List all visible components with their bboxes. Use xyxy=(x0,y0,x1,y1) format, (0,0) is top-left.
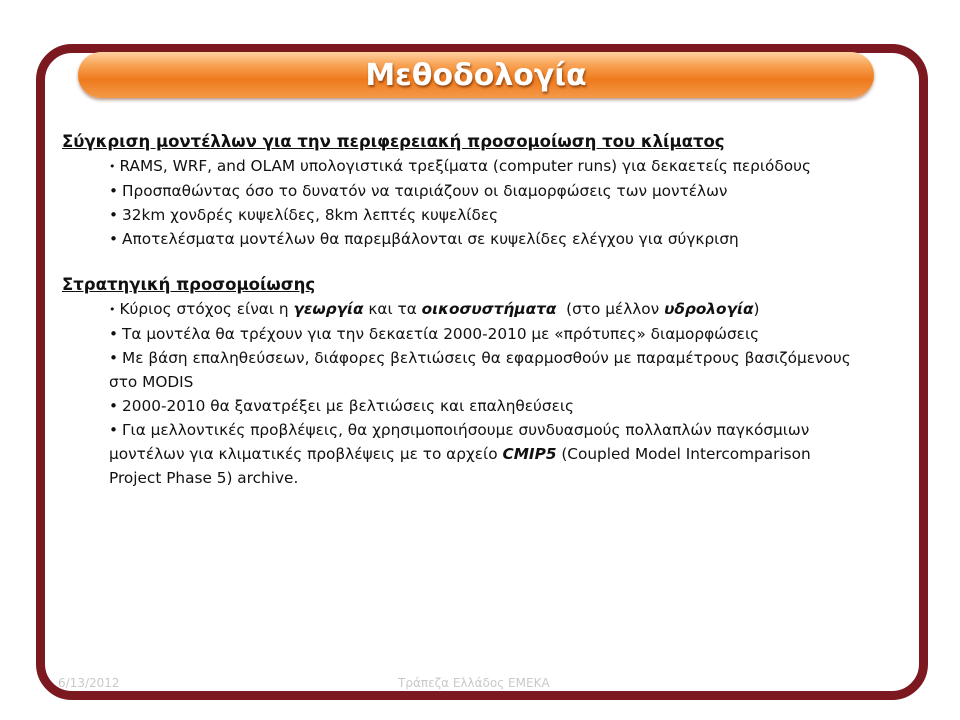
footer-date: 6/13/2012 xyxy=(58,676,120,690)
slide-title: Μεθοδολογία xyxy=(365,57,587,93)
title-banner xyxy=(78,52,874,98)
list-item: • RAMS, WRF, and OLAM υπολογιστικά τρεξίματα (computer runs) για δεκαετείς περιόδους xyxy=(109,157,811,175)
list-item: • 32km χονδρές κυψελίδες, 8km λεπτές κυψελίδες xyxy=(109,206,499,224)
bullet-list-strategy xyxy=(109,297,862,490)
slide-content xyxy=(62,130,862,490)
list-item: • Για μελλοντικές προβλέψεις, θα χρησιμοποιήσουμε συνδυασμούς πολλαπλών παγκόσμιων μοντέλων για κλιματικές προβλέψεις με το αρχείο CMIP5 (Coupled Model Intercomparison Project Phase 5) archive. xyxy=(109,421,811,487)
bullet-list-comparison xyxy=(109,154,862,251)
footer-organization: Τράπεζα Ελλάδος ΕΜΕΚΑ xyxy=(398,676,550,690)
list-item: • 2000-2010 θα ξανατρέξει με βελτιώσεις και επαληθεύσεις xyxy=(109,397,575,415)
list-item: • Προσπαθώντας όσο το δυνατόν να ταιριάζουν οι διαμορφώσεις των μοντέλων xyxy=(109,182,728,200)
list-item: • Τα μοντέλα θα τρέχουν για την δεκαετία 2000-2010 με «πρότυπες» διαμορφώσεις xyxy=(109,325,760,343)
list-item: • Με βάση επαληθεύσεων, διάφορες βελτιώσεις θα εφαρμοσθούν με παραμέτρους βασιζόμενους στο MODIS xyxy=(109,349,851,391)
list-item: • Αποτελέσματα μοντέλων θα παρεμβάλονται σε κυψελίδες ελέγχου για σύγκριση xyxy=(109,230,739,248)
section-heading-strategy: Στρατηγική προσομοίωσης xyxy=(62,275,316,294)
section-heading-comparison: Σύγκριση μοντέλλων για την περιφερειακή προσομοίωση του κλίματος xyxy=(62,132,725,151)
list-item: • Κύριος στόχος είναι η γεωργία και τα οικοσυστήματα (στο μέλλον υδρολογία) xyxy=(109,300,760,318)
